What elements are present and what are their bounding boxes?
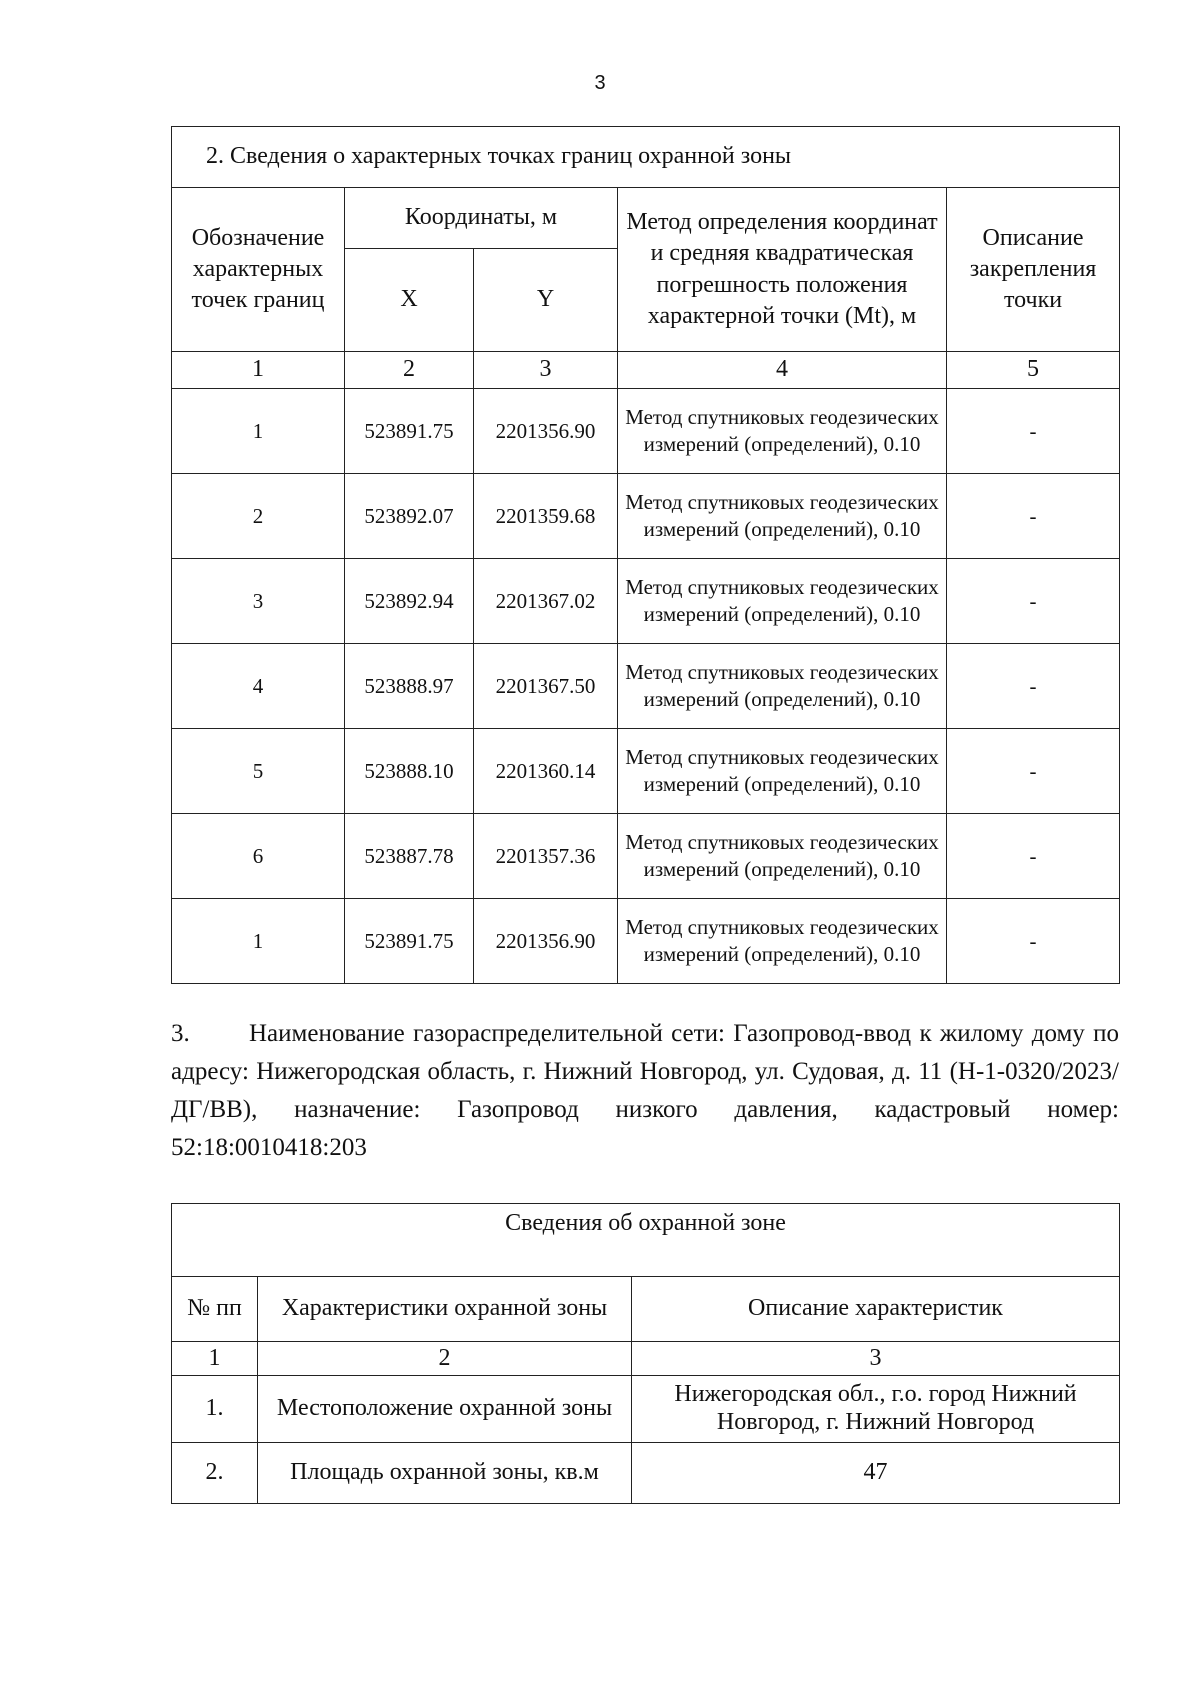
- point-id: 6: [172, 814, 345, 899]
- table-row: [172, 814, 1120, 899]
- method-text: Метод спутниковых геодезических измерений (определений), 0.10: [618, 729, 947, 814]
- coord-y: 2201357.36: [474, 814, 618, 899]
- fixing-description: -: [947, 644, 1120, 729]
- table-row: [172, 389, 1120, 474]
- column-number: 1: [172, 352, 345, 389]
- coord-y: 2201359.68: [474, 474, 618, 559]
- fixing-description: -: [947, 729, 1120, 814]
- method-text: Метод спутниковых геодезических измерений (определений), 0.10: [618, 559, 947, 644]
- page-number: 3: [594, 72, 606, 94]
- coord-x: 523888.10: [345, 729, 474, 814]
- method-text: Метод спутниковых геодезических измерений (определений), 0.10: [618, 814, 947, 899]
- column-number: 5: [947, 352, 1120, 389]
- column-number: 2: [345, 352, 474, 389]
- column-number: 3: [632, 1342, 1120, 1376]
- column-number: 3: [474, 352, 618, 389]
- header-coordinates: Координаты, м: [345, 188, 618, 249]
- method-text: Метод спутниковых геодезических измерений (определений), 0.10: [618, 474, 947, 559]
- header-description: Описание закрепления точки: [947, 188, 1120, 352]
- coord-x: 523888.97: [345, 644, 474, 729]
- point-id: 1: [172, 899, 345, 984]
- fixing-description: -: [947, 899, 1120, 984]
- header-x: X: [345, 249, 474, 352]
- fixing-description: -: [947, 474, 1120, 559]
- paragraph-number: 3.: [171, 1020, 190, 1047]
- method-text: Метод спутниковых геодезических измерений (определений), 0.10: [618, 644, 947, 729]
- point-id: 5: [172, 729, 345, 814]
- table-row: [172, 899, 1120, 984]
- point-id: 4: [172, 644, 345, 729]
- protection-zone-table-title: Сведения об охранной зоне: [172, 1204, 1120, 1277]
- header-designation: Обозначение характерных точек границ: [172, 188, 345, 352]
- column-number: 4: [618, 352, 947, 389]
- coord-y: 2201356.90: [474, 899, 618, 984]
- point-id: 2: [172, 474, 345, 559]
- coord-y: 2201356.90: [474, 389, 618, 474]
- header-num: № пп: [172, 1277, 258, 1342]
- coord-x: 523891.75: [345, 389, 474, 474]
- boundary-points-table: [171, 126, 1120, 984]
- coord-x: 523891.75: [345, 899, 474, 984]
- row-number: 2.: [172, 1443, 258, 1504]
- column-number: 1: [172, 1342, 258, 1376]
- table-row: [172, 559, 1120, 644]
- coord-y: 2201360.14: [474, 729, 618, 814]
- table-row: [172, 644, 1120, 729]
- coord-y: 2201367.02: [474, 559, 618, 644]
- characteristic-value: 47: [632, 1443, 1120, 1504]
- fixing-description: -: [947, 389, 1120, 474]
- column-number: 2: [258, 1342, 632, 1376]
- column-numbers-row: [172, 352, 1120, 389]
- table-row: [172, 1376, 1120, 1443]
- point-id: 3: [172, 559, 345, 644]
- table-row: [172, 474, 1120, 559]
- method-text: Метод спутниковых геодезических измерений (определений), 0.10: [618, 389, 947, 474]
- characteristic-name: Местоположение охранной зоны: [258, 1376, 632, 1443]
- header-characteristics-description: Описание характеристик: [632, 1277, 1120, 1342]
- coord-x: 523887.78: [345, 814, 474, 899]
- table-row: [172, 729, 1120, 814]
- header-method: Метод определения координат и средняя квадратическая погрешность положения характерной точки (Mt), м: [618, 188, 947, 352]
- coord-x: 523892.07: [345, 474, 474, 559]
- column-numbers-row: [172, 1342, 1120, 1376]
- fixing-description: -: [947, 559, 1120, 644]
- fixing-description: -: [947, 814, 1120, 899]
- coord-y: 2201367.50: [474, 644, 618, 729]
- protection-zone-table: [171, 1203, 1120, 1504]
- paragraph-text: Наименование газораспределительной сети: Газопровод-ввод к жилому дому по адресу: Нижегородская область, г. Нижний Новгород, ул. Судовая, д. 11 (Н-1-0320/2023/ДГ/ВВ), назначение: Газопровод низкого давления, кадастровый номер: 52:18:0010418:203: [171, 1020, 1119, 1161]
- coord-x: 523892.94: [345, 559, 474, 644]
- row-number: 1.: [172, 1376, 258, 1443]
- boundary-points-table-title: 2. Сведения о характерных точках границ охранной зоны: [172, 127, 1120, 188]
- characteristic-value: Нижегородская обл., г.о. город Нижний Новгород, г. Нижний Новгород: [632, 1376, 1120, 1443]
- gas-network-paragraph: [171, 1015, 1119, 1167]
- header-y: Y: [474, 249, 618, 352]
- header-characteristics: Характеристики охранной зоны: [258, 1277, 632, 1342]
- table-row: [172, 1443, 1120, 1504]
- method-text: Метод спутниковых геодезических измерений (определений), 0.10: [618, 899, 947, 984]
- characteristic-name: Площадь охранной зоны, кв.м: [258, 1443, 632, 1504]
- point-id: 1: [172, 389, 345, 474]
